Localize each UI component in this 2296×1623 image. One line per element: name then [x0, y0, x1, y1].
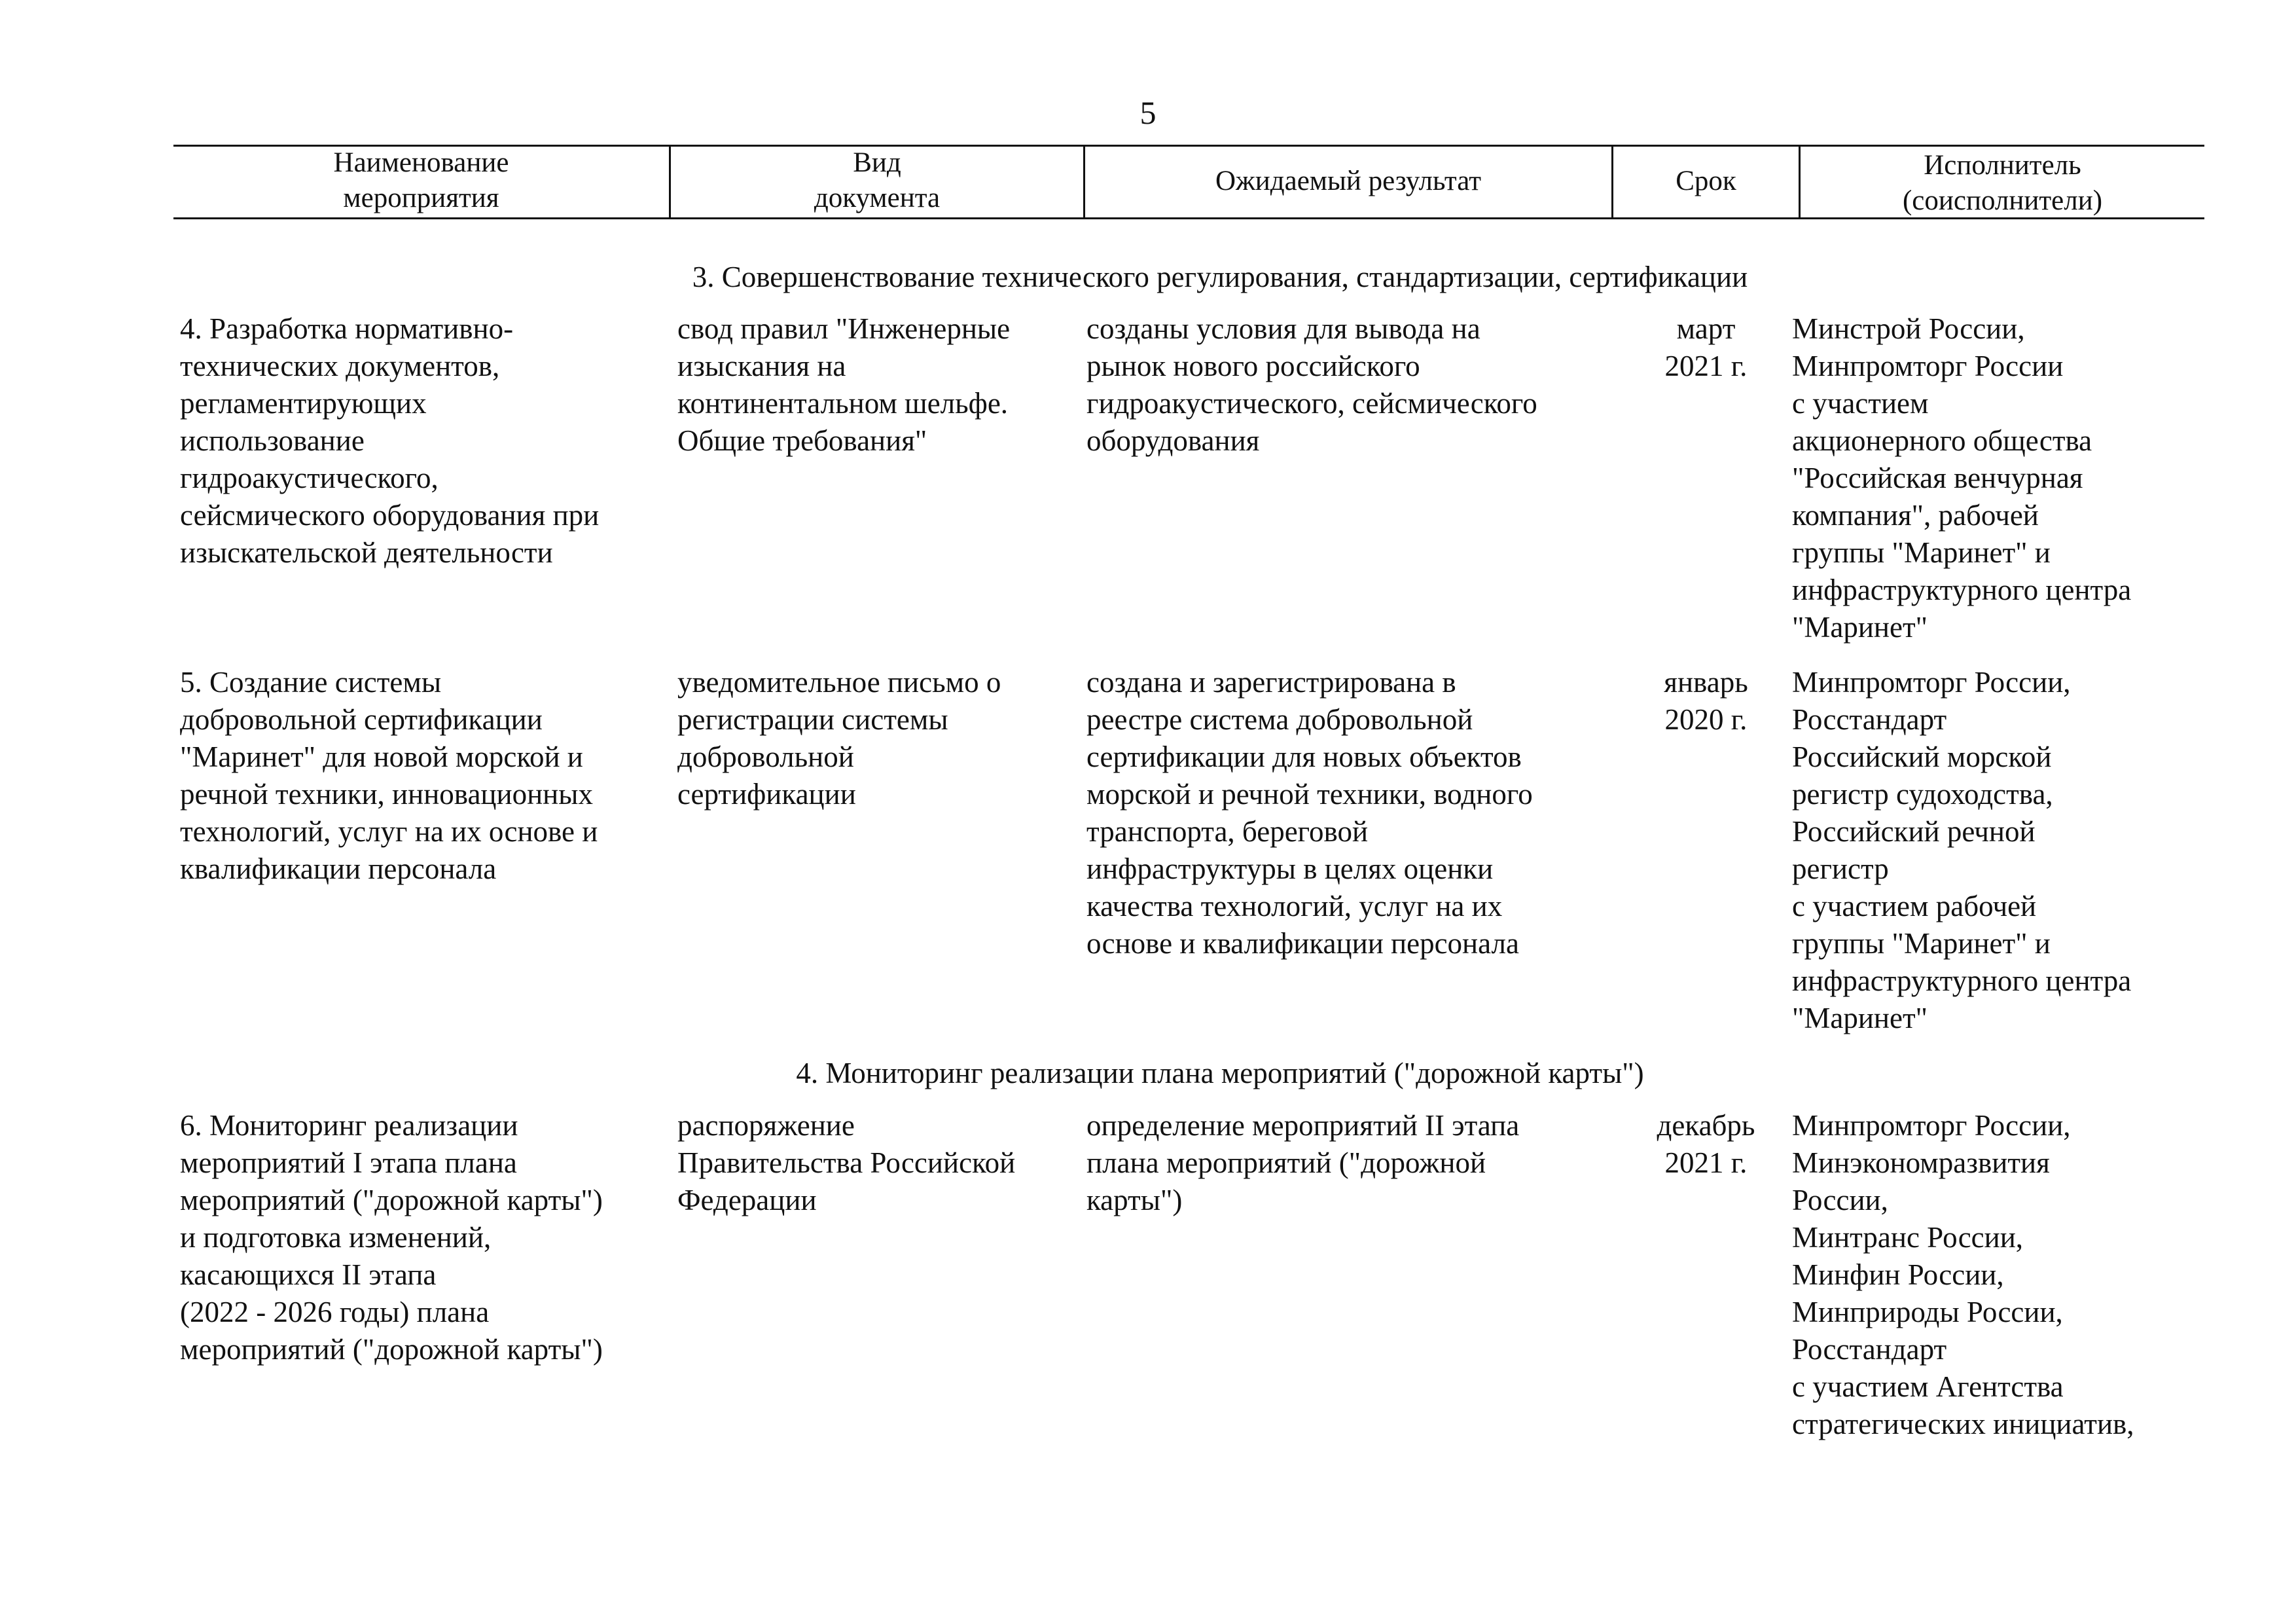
- text-line: январь: [1664, 666, 1748, 699]
- text-line: Минприроды России,: [1792, 1296, 2063, 1328]
- text-line: оборудования: [1086, 424, 1260, 457]
- text-line: Росстандарт: [1792, 703, 1947, 736]
- text-line: 2021 г.: [1664, 350, 1748, 382]
- text-line: Минэкономразвития: [1792, 1146, 2050, 1179]
- row-5-executor: [1792, 664, 2204, 1037]
- text-line: Минпромторг России: [1792, 350, 2064, 382]
- text-line: 6. Мониторинг реализации: [180, 1109, 518, 1142]
- row-6-executor: [1792, 1107, 2204, 1443]
- row-5-result: [1086, 664, 1604, 962]
- header-line: (соисполнители): [1902, 185, 2103, 216]
- text-line: Минпромторг России,: [1792, 1109, 2071, 1142]
- text-line: плана мероприятий ("дорожной: [1086, 1146, 1486, 1179]
- row-6-term: [1613, 1107, 1799, 1182]
- text-line: и подготовка изменений,: [180, 1221, 492, 1254]
- section-title: 4. Мониторинг реализации плана мероприятий ("дорожной карты"): [796, 1057, 1644, 1089]
- text-line: "Маринет": [1792, 1002, 1928, 1034]
- text-line: компания", рабочей: [1792, 499, 2039, 532]
- text-line: сертификации для новых объектов: [1086, 740, 1522, 773]
- text-line: гидроакустического,: [180, 462, 439, 494]
- text-line: сейсмического оборудования при: [180, 499, 600, 532]
- text-line: март: [1676, 312, 1736, 345]
- header-line: Вид: [853, 147, 901, 178]
- text-line: "Маринет" для новой морской и: [180, 740, 583, 773]
- row-4-term: [1613, 310, 1799, 385]
- text-line: инфраструктуры в целях оценки: [1086, 852, 1494, 885]
- text-line: акционерного общества: [1792, 424, 2092, 457]
- text-line: карты"): [1086, 1184, 1183, 1216]
- text-line: транспорта, береговой: [1086, 815, 1369, 848]
- text-line: с участием: [1792, 387, 1929, 420]
- text-line: добровольной сертификации: [180, 703, 543, 736]
- page-number: 5: [1139, 94, 1157, 131]
- text-line: определение мероприятий II этапа: [1086, 1109, 1520, 1142]
- header-expected-result: [1085, 164, 1611, 199]
- text-line: морской и речной техники, водного: [1086, 778, 1533, 811]
- section-title: 3. Совершенствование технического регулирования, стандартизации, сертификации: [692, 261, 1748, 293]
- text-line: России,: [1792, 1184, 1888, 1216]
- header-line: мероприятия: [343, 183, 499, 213]
- text-line: мероприятий ("дорожной карты"): [180, 1333, 603, 1366]
- text-line: мероприятий ("дорожной карты"): [180, 1184, 603, 1216]
- text-line: регламентирующих: [180, 387, 427, 420]
- text-line: Правительства Российской: [677, 1146, 1016, 1179]
- text-line: с участием рабочей: [1792, 890, 2037, 922]
- text-line: распоряжение: [677, 1109, 855, 1142]
- text-line: группы "Маринет" и: [1792, 536, 2051, 569]
- text-line: созданы условия для вывода на: [1086, 312, 1480, 345]
- text-line: создана и зарегистрирована в: [1086, 666, 1456, 699]
- header-line: Срок: [1676, 166, 1736, 196]
- row-4-executor: [1792, 310, 2204, 646]
- text-line: добровольной: [677, 740, 854, 773]
- text-line: сертификации: [677, 778, 856, 811]
- text-line: использование: [180, 424, 365, 457]
- text-line: реестре система добровольной: [1086, 703, 1473, 736]
- text-line: 2020 г.: [1664, 703, 1748, 736]
- text-line: основе и квалификации персонала: [1086, 927, 1519, 960]
- text-line: 5. Создание системы: [180, 666, 442, 699]
- text-line: квалификации персонала: [180, 852, 497, 885]
- row-6-name: [180, 1107, 664, 1368]
- header-document-type: [671, 145, 1083, 216]
- header-line: Наименование: [333, 147, 509, 178]
- text-line: речной техники, инновационных: [180, 778, 593, 811]
- text-line: Минпромторг России,: [1792, 666, 2071, 699]
- header-executor: [1801, 148, 2204, 219]
- header-term: [1613, 164, 1799, 199]
- text-line: Российский морской: [1792, 740, 2052, 773]
- text-line: регистрации системы: [677, 703, 948, 736]
- text-line: 4. Разработка нормативно-: [180, 312, 514, 345]
- text-line: Российский речной: [1792, 815, 2036, 848]
- text-line: (2022 - 2026 годы) плана: [180, 1296, 490, 1328]
- row-4-result: [1086, 310, 1604, 460]
- text-line: инфраструктурного центра: [1792, 964, 2132, 997]
- text-line: группы "Маринет" и: [1792, 927, 2051, 960]
- text-line: Общие требования": [677, 424, 927, 457]
- text-line: рынок нового российского: [1086, 350, 1420, 382]
- text-line: Минфин России,: [1792, 1258, 2004, 1291]
- row-4-document: [677, 310, 1077, 460]
- text-line: континентальном шельфе.: [677, 387, 1009, 420]
- header-line: Исполнитель: [1924, 150, 2081, 181]
- text-line: технических документов,: [180, 350, 500, 382]
- text-line: качества технологий, услуг на их: [1086, 890, 1503, 922]
- text-line: "Маринет": [1792, 611, 1928, 644]
- row-5-name: [180, 664, 664, 888]
- text-line: свод правил "Инженерные: [677, 312, 1011, 345]
- text-line: декабрь: [1657, 1109, 1755, 1142]
- row-5-term: [1613, 664, 1799, 739]
- text-line: мероприятий I этапа плана: [180, 1146, 517, 1179]
- text-line: с участием Агентства: [1792, 1370, 2064, 1403]
- header-line: Ожидаемый результат: [1215, 166, 1481, 196]
- text-line: 2021 г.: [1664, 1146, 1748, 1179]
- row-5-document: [677, 664, 1077, 813]
- text-line: касающихся II этапа: [180, 1258, 437, 1291]
- header-line: документа: [814, 183, 941, 213]
- header-name-of-measure: [173, 145, 669, 216]
- text-line: Росстандарт: [1792, 1333, 1947, 1366]
- text-line: Минстрой России,: [1792, 312, 2025, 345]
- row-6-document: [677, 1107, 1077, 1219]
- text-line: регистр судоходства,: [1792, 778, 2053, 811]
- text-line: Федерации: [677, 1184, 817, 1216]
- text-line: Минтранс России,: [1792, 1221, 2024, 1254]
- row-4-name: [180, 310, 664, 572]
- text-line: "Российская венчурная: [1792, 462, 2083, 494]
- text-line: гидроакустического, сейсмического: [1086, 387, 1537, 420]
- text-line: технологий, услуг на их основе и: [180, 815, 598, 848]
- text-line: стратегических инициатив,: [1792, 1408, 2134, 1440]
- text-line: регистр: [1792, 852, 1889, 885]
- text-line: уведомительное письмо о: [677, 666, 1001, 699]
- text-line: инфраструктурного центра: [1792, 574, 2132, 606]
- text-line: изыскательской деятельности: [180, 536, 553, 569]
- row-6-result: [1086, 1107, 1604, 1219]
- text-line: изыскания на: [677, 350, 846, 382]
